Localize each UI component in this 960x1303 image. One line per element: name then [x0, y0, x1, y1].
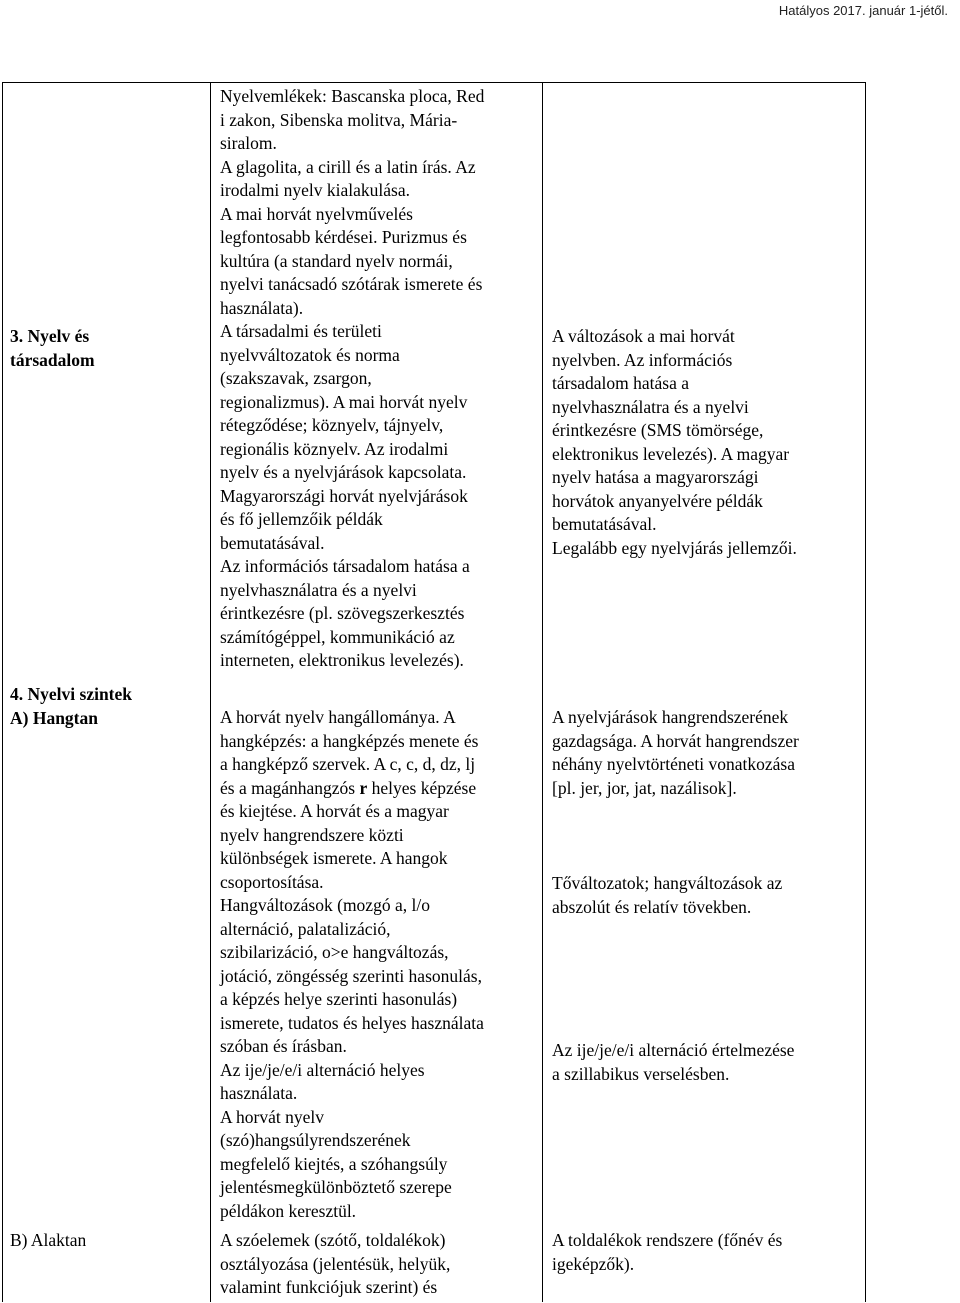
- topic-levels: 4. Nyelvi szintek A) Hangtan: [10, 684, 133, 728]
- content-phonetics-r: r: [359, 777, 368, 798]
- topic-society: 3. Nyelv és társadalom: [10, 326, 95, 370]
- topic-phonetics: [10, 683, 206, 730]
- column-divider: [542, 83, 543, 1302]
- advanced-suffixes: A toldalékok rendszere (főnév és igeképzők).: [552, 1230, 783, 1274]
- advanced-stem-variants: Tőváltozatok; hangváltozások az abszolút és relatív tövekben.: [552, 873, 783, 917]
- column-divider: [210, 83, 211, 1302]
- advanced-society: A változások a mai horvát nyelvben. Az információs társadalom hatása a nyelvhasználatra és a nyelvi érintkezésre (SMS tömörsége, elektronikus levelezés). A magyar nyelv hatása a magyarországi horvátok anyanyelvére példák bemutatásával. Legalább egy nyelvjárás jellemzői.: [552, 326, 797, 558]
- validity-note: Hatályos 2017. január 1-jétől.: [778, 3, 948, 18]
- content-society: Nyelvemlékek: Bascanska ploca, Red i zakon, Sibenska molitva, Mária- siralom. A glagolita, a cirill és a latin írás. Az irodalmi nyelv kialakulása. A mai horvát nyelvművelés legfontosabb kérdései. Purizmus és kultúra (a standard nyelv normái, nyelvi tanácsadó szótárak ismerete és használata). A társadalmi és területi nyelvváltozatok és norma (szakszavak, zsargon, regionalizmus). A mai horvát nyelv rétegződése; köznyelv, tájnyelv, regionális köznyelv. Az irodalmi nyelv és a nyelvjárások kapcsolata. Magyarországi horvát nyelvjárások és fő jellemzőik példák bemutatásával. Az információs társadalom hatása a nyelvhasználatra és a nyelvi érintkezésre (pl. szövegszerkesztés számítógéppel, kommunikáció az interneten, elektronikus levelezés).: [220, 86, 485, 670]
- advanced-dialects: A nyelvjárások hangrendszerének gazdagsága. A horvát hangrendszer néhány nyelvtörténeti vonatkozása [pl. jer, jor, jat, nazálisok].: [552, 707, 799, 798]
- content-morphology: A szóelemek (szótő, toldalékok) osztályozása (jelentésük, helyük, valamint funkciójuk szerint) és: [220, 1230, 451, 1297]
- content-phonetics: [220, 706, 538, 1223]
- content-phonetics-b: helyes képzése és kiejtése. A horvát és a magyar nyelv hangrendszere közti különbségek ismerete. A hangok csoportosítása. Hangváltozások (mozgó a, l/o alternáció, palatalizáció, szibilarizáció, o>e hangváltozás, jotáció, zöngésség szerinti hasonulás, a képzés helye szerinti hasonulás) ismerete, tudatos és helyes használata szóban és írásban. Az ije/je/e/i alternáció helyes használata. A horvát nyelv (szó)hangsúlyrendszerének megfelelő kiejtés, a szóhangsúly jelentésmegkülönböztető szerepe példákon keresztül.: [220, 777, 484, 1221]
- advanced-alternation: Az ije/je/e/i alternáció értelmezése a szillabikus verselésben.: [552, 1040, 795, 1084]
- content-phonetics-a: A horvát nyelv hangállománya. A hangképzés: a hangképzés menete és a hangképző szervek. A c, c, d, dz, lj és a magánhangzós: [220, 707, 479, 798]
- topic-morphology: B) Alaktan: [10, 1230, 87, 1250]
- curriculum-table: [2, 82, 866, 1302]
